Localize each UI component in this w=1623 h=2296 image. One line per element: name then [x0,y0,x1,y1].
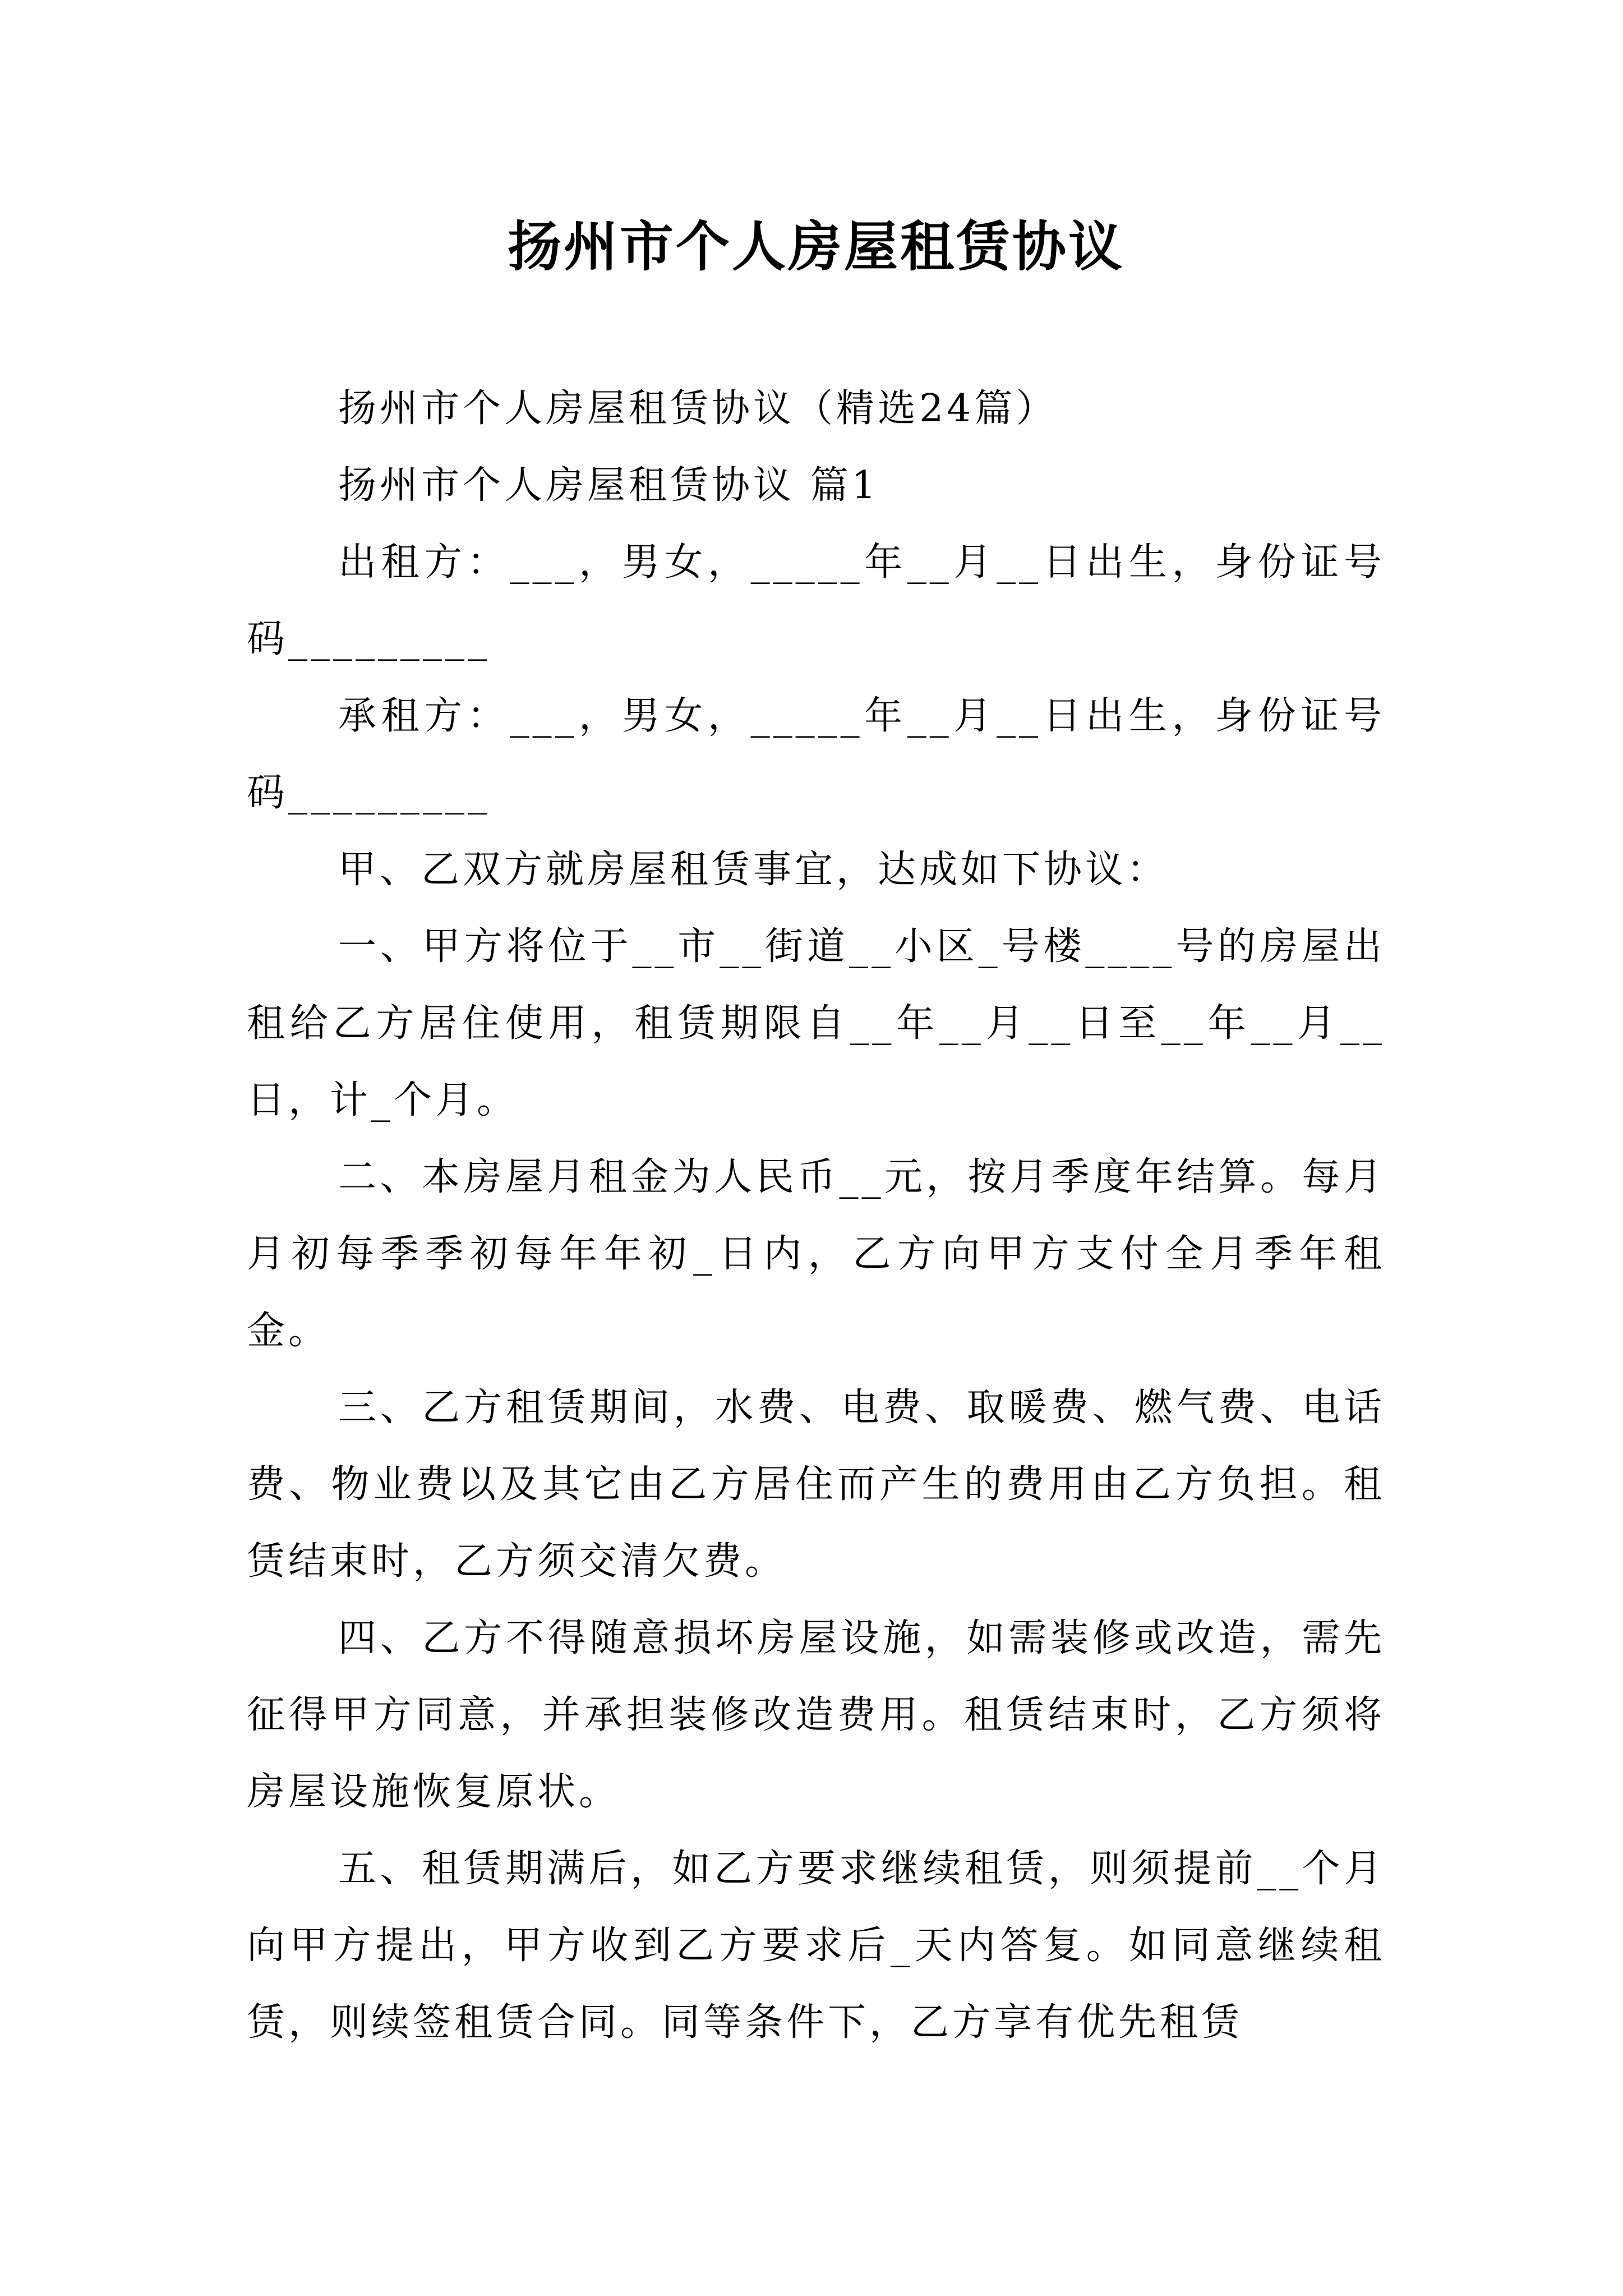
paragraph-lessee: 承租方：___，男女，_____年__月__日出生，身份证号码_________ [247,694,1385,815]
paragraph-subtitle: 扬州市个人房屋租赁协议（精选24篇） [338,386,1058,431]
document-page [247,0,1385,2061]
paragraph-clause-5: 五、租赁期满后，如乙方要求继续租赁，则须提前__个月向甲方提出，甲方收到乙方要求后_天内答复。如同意继续租赁，则续签租赁合同。同等条件下，乙方享有优先租赁 [247,1847,1385,2045]
document-title: 扬州市个人房屋租赁协议 [508,215,1124,278]
document-body [247,370,1385,2061]
paragraph-section-heading: 扬州市个人房屋租赁协议 篇1 [338,463,879,508]
paragraph-clause-1: 一、甲方将位于__市__街道__小区_号楼____号的房屋出租给乙方居住使用，租赁期限自__年__月__日至__年__月__日，计_个月。 [247,924,1385,1122]
paragraph-clause-4: 四、乙方不得随意损坏房屋设施，如需装修或改造，需先征得甲方同意，并承担装修改造费用。租赁结束时，乙方须将房屋设施恢复原状。 [247,1616,1385,1814]
paragraph-intro: 甲、乙双方就房屋租赁事宜，达成如下协议： [338,848,1169,892]
paragraph-lessor: 出租方：___，男女，_____年__月__日出生，身份证号码_________ [247,540,1385,661]
paragraph-clause-3: 三、乙方租赁期间，水费、电费、取暖费、燃气费、电话费、物业费以及其它由乙方居住而产生的费用由乙方负担。租赁结束时，乙方须交清欠费。 [247,1386,1385,1584]
paragraph-clause-2: 二、本房屋月租金为人民币__元，按月季度年结算。每月月初每季季初每年年初_日内，乙方向甲方支付全月季年租金。 [247,1155,1385,1353]
